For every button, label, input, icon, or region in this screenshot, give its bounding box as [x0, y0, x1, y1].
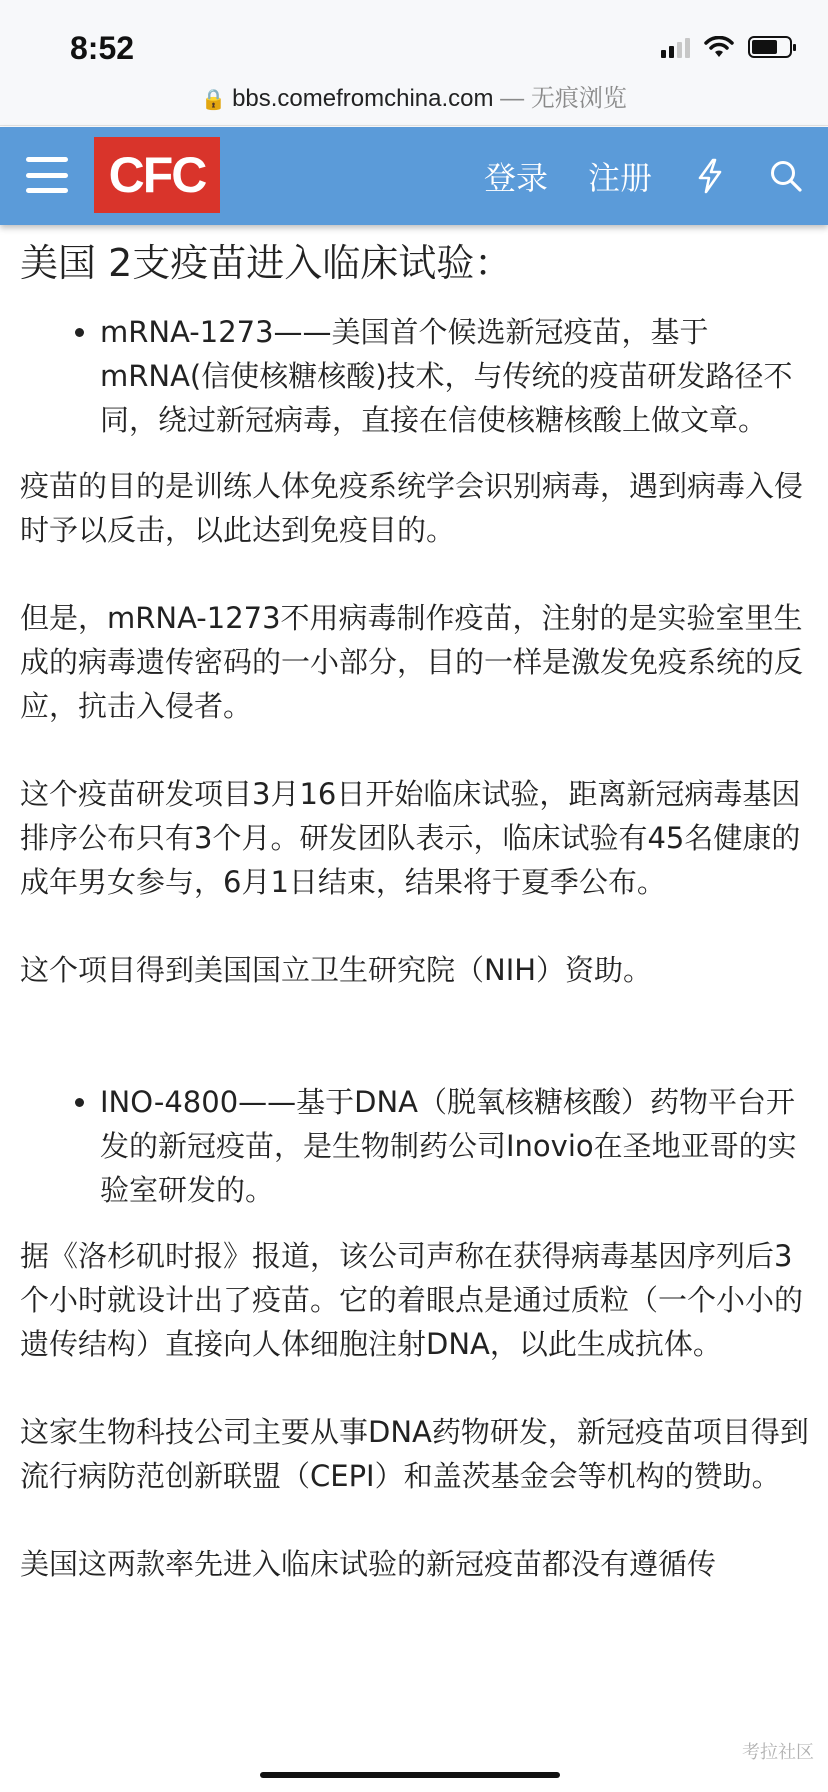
- site-logo[interactable]: CFC: [94, 137, 220, 213]
- private-browsing-label: — 无痕浏览: [493, 85, 627, 112]
- bullet-list-1: [20, 310, 810, 442]
- status-bar: [0, 0, 828, 126]
- url-bar[interactable]: [0, 78, 828, 113]
- status-icons: [661, 36, 792, 58]
- lock-icon: 🔒: [201, 89, 227, 111]
- status-time: 8:52: [70, 30, 135, 66]
- paragraph: 这个疫苗研发项目3月16日开始临床试验，距离新冠病毒基因排序公布只有3个月。研发团队表示，临床试验有45名健康的成年男女参与，6月1日结束，结果将于夏季公布。: [20, 777, 801, 899]
- menu-icon[interactable]: [26, 157, 68, 193]
- article-heading: 美国 2支疫苗进入临床试验：: [20, 241, 513, 285]
- paragraph: 这个项目得到美国国立卫生研究院（NIH）资助。: [20, 953, 653, 987]
- bullet-list-2: [20, 1080, 810, 1212]
- battery-icon: [748, 36, 792, 58]
- lightning-icon[interactable]: [692, 158, 728, 194]
- cellular-signal-icon: [661, 36, 690, 58]
- home-indicator[interactable]: [260, 1772, 560, 1778]
- wifi-icon: [704, 36, 734, 58]
- register-link[interactable]: 注册: [587, 159, 652, 197]
- url-text: bbs.comefromchina.com: [232, 85, 494, 112]
- search-icon[interactable]: [768, 158, 804, 194]
- spacer: [20, 1036, 810, 1080]
- bullet-ino-4800: • INO-4800——基于DNA（脱氧核糖核酸）药物平台开发的新冠疫苗，是生物制药公司Inovio在圣地亚哥的实验室研发的。: [100, 1080, 810, 1212]
- paragraph: 但是，mRNA-1273不用病毒制作疫苗，注射的是实验室里生成的病毒遗传密码的一小部分，目的一样是激发免疫系统的反应，抗击入侵者。: [20, 601, 804, 723]
- paragraph: 美国这两款率先进入临床试验的新冠疫苗都没有遵循传: [20, 1547, 717, 1581]
- paragraph: 疫苗的目的是训练人体免疫系统学会识别病毒，遇到病毒入侵时予以反击，以此达到免疫目的。: [20, 469, 804, 547]
- login-link[interactable]: 登录: [483, 159, 548, 197]
- nav-actions: [444, 127, 804, 225]
- watermark: 考拉社区: [742, 1742, 814, 1762]
- bullet-mrna-1273: • mRNA-1273——美国首个候选新冠疫苗，基于mRNA(信使核糖核酸)技术，与传统的疫苗研发路径不同，绕过新冠病毒，直接在信使核糖核酸上做文章。: [100, 310, 810, 442]
- article-content: [20, 238, 810, 1630]
- paragraph: 据《洛杉矶时报》报道，该公司声称在获得病毒基因序列后3个小时就设计出了疫苗。它的着眼点是通过质粒（一个小小的遗传结构）直接向人体细胞注射DNA，以此生成抗体。: [20, 1239, 804, 1361]
- paragraph: 这家生物科技公司主要从事DNA药物研发，新冠疫苗项目得到流行病防范创新联盟（CEPI）和盖茨基金会等机构的赞助。: [20, 1415, 809, 1493]
- site-navbar: [0, 127, 828, 225]
